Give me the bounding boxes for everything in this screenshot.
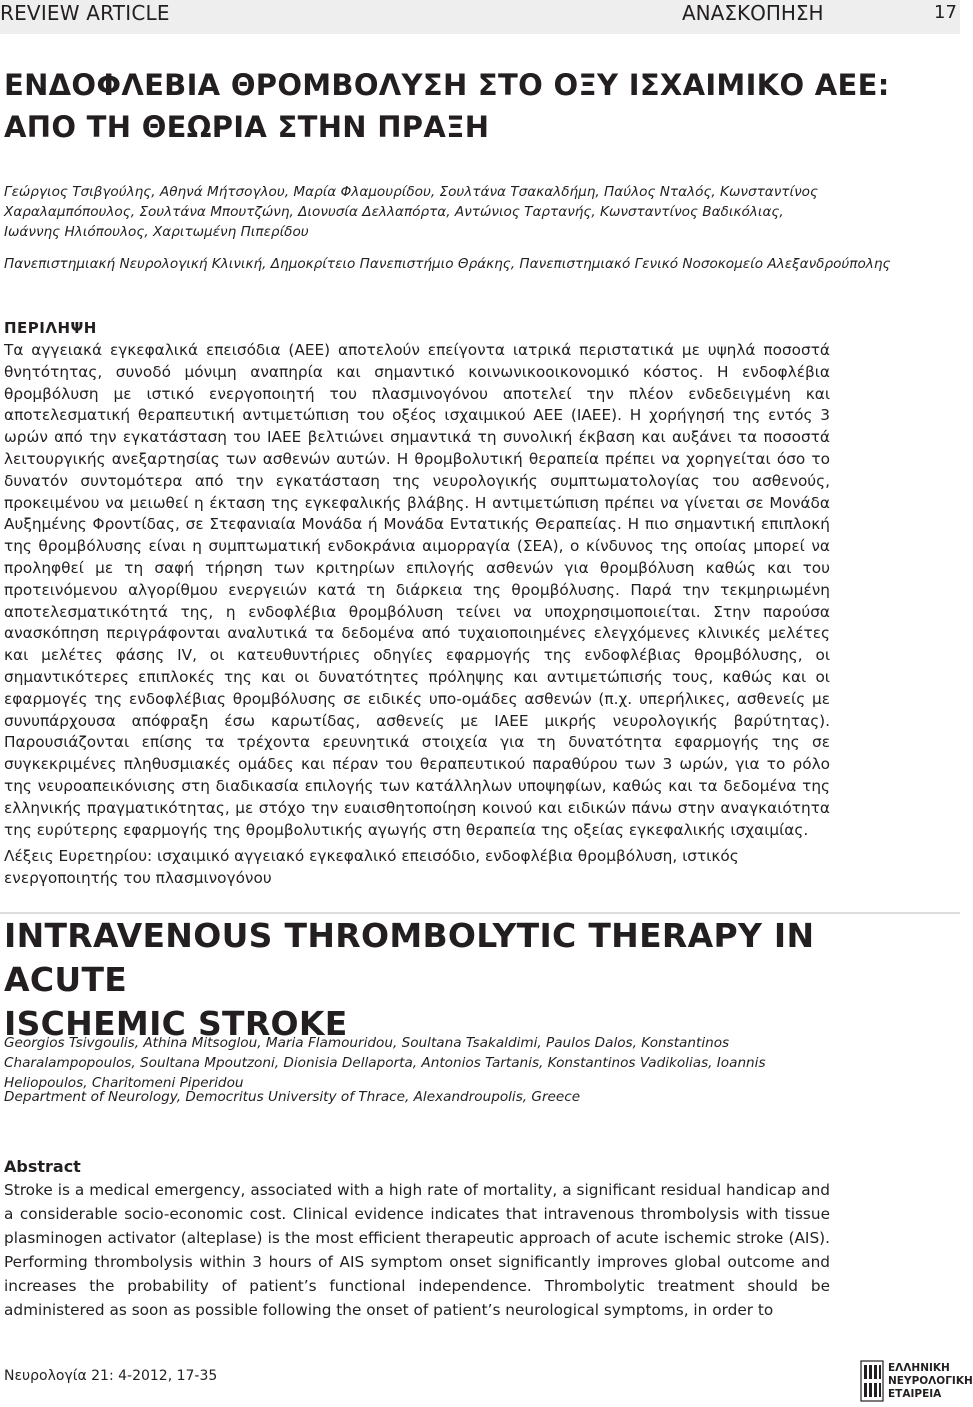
greek-abstract-text: Τα αγγειακά εγκεφαλικά επεισόδια (ΑΕΕ) αποτελούν επείγοντα ιατρικά περιστατικά με υψηλά ποσοστά θνητότητας, συνοδό μόνιμη αναπηρία και σημαντικό κοινωνικοοικονομικό κόστος. Η ενδοφλέβια θρομβόλυση με ιστικό ενεργοποιητή του πλασμινογόνου αποτελεί την πλέον ενδεδειγμένη και αποτελεσματική θεραπευτική αντιμετώπιση του οξέος ισχαιμικού ΑΕΕ (ΙΑΕΕ). Η χορήγησή της εντός 3 ωρών από την εγκατάσταση του ΙΑΕΕ βελτιώνει σημαντικά τη συνολική έκβαση και αυξάνει τα ποσοστά λειτουργικής ανεξαρτησίας των ασθενών αυτών. Η θρομβολυτική θεραπεία πρέπει να χορηγείται όσο το δυνατόν συντομότερα από την εγκατάσταση της νευρολογικής συμπτωματολογίας του ασθενούς, προκειμένου να μειωθεί η έκταση της εγκεφαλικής βλάβης. Η αντιμετώπιση πρέπει να γίνεται σε Μονάδα Αυξημένης Φροντίδας, σε Στεφανιαία Μονάδα ή Μονάδα Εντατικής Θεραπείας. Η πιο σημαντική επιπλοκή της θρομβόλυσης είναι η συμπτωματική ενδοκράνια αιμορραγία (ΣΕΑ), ο κίνδυνος της οποίας μπορεί να προληφθεί με τη σαφή τήρηση των κριτηρίων επιλογής ασθενών για θρομβόλυση καθώς και του προτεινόμενου αλγορίθμου ενεργειών κατά τη διάρκεια της θρομβόλυσης. Παρά την τεκμηριωμένη αποτελεσματικότητά της, η ενδοφλέβια θρομβόλυση τείνει να υποχρησιμοποιείται. Στην παρούσα ανασκόπηση περιγράφονται αναλυτικά τα δεδομένα από τυχαιοποιημένες ελεγχόμενες κλινικές μελέτες και μελέτες φάσης IV, οι κατευθυντήριες οδηγίες εφαρμογής της ενδοφλέβιας θρομβόλυσης, οι σημαντικότερες επιπλοκές της και οι δυνατότητες πρόληψης και αντιμετώπισής τους, καθώς και οι εφαρμογές της ενδοφλέβιας θρομβόλυσης σε ειδικές υπο-ομάδες ασθενών (π.χ. υπερήλικες, ασθενείς με συνυπάρχουσα απόφραξη έσω καρωτίδας, ασθενείς με ΙΑΕΕ μικρής νευρολογικής βαρύτητας). Παρουσιάζονται επίσης τα τρέχοντα ερευνητικά στοιχεία για τη δυνατότητα εφαρμογής της σε συγκεκριμένες πληθυσμιακές ομάδες και πέραν του θεραπευτικού παραθύρου των 3 ωρών, για το ρόλο της νευροαπεικόνισης στη διαδικασία επιλογής των κατάλληλων υποψηφίων, καθώς και τα δεδομένα της ελληνικής πραγματικότητας, με στόχο την ευαισθητοποίηση κοινού και ειδικών πάνω στην αναγκαιότητα της ευρύτερης εφαρμογής της θρομβολυτικής αγωγής στη θεραπεία της οξείας εγκεφαλικής ισχαιμίας. xyxy=(4,341,830,839)
greek-title-line1: ΕΝΔΟΦΛΕΒΙΑ ΘΡΟΜΒΟΛΥΣΗ ΣΤΟ ΟΞΥ ΙΣΧΑΙΜΙΚΟ ΑΕΕ: xyxy=(4,68,890,102)
journal-citation: Νευρολογία 21: 4-2012, 17-35 xyxy=(4,1368,218,1384)
english-affiliation: Department of Neurology, Democritus University of Thrace, Alexandroupolis, Greece xyxy=(4,1089,581,1105)
society-name-line2: ΝΕΥΡΟΛΟΓΙΚΗ xyxy=(888,1375,973,1387)
english-title xyxy=(4,914,904,1046)
english-title-line1: INTRAVENOUS THROMBOLYTIC THERAPY IN ACUTE xyxy=(4,916,815,999)
english-abstract-text: Stroke is a medical emergency, associated with a high rate of mortality, a significant residual handicap and a considerable socio-economic cost. Clinical evidence indicates that intravenous thrombolysis with tissue plasminogen activator (alteplase) is the most efficient therapeutic approach of acute ischemic stroke (AIS). Performing thrombolysis within 3 hours of AIS symptom onset significantly improves global outcome and increases the probability of patient’s functional independence. Thrombolytic treatment should be administered as soon as possible following the onset of patient’s neurological symptoms, in order to xyxy=(4,1181,830,1319)
society-logo-icon xyxy=(860,1360,884,1402)
article-type-label-greek: ΑΝΑΣΚΟΠΗΣΗ xyxy=(682,1,824,25)
greek-authors: Γεώργιος Τσιβγούλης, Αθηνά Μήτσογλου, Μαρία Φλαμουρίδου, Σουλτάνα Τσακαλδήμη, Παύλος Νταλός, Κωνσταντίνος Χαραλαμπόπουλος, Σουλτάνα Μπουτζώνη, Διονυσία Δελλαπόρτα, Αντώνιος Ταρτανής, Κωνσταντίνος Βαδικόλιας, Ιωάννης Ηλιόπουλος, Χαριτωμένη Πιπερίδου xyxy=(4,184,818,240)
greek-title-line2: ΑΠΟ ΤΗ ΘΕΩΡΙΑ ΣΤΗΝ ΠΡΑΞΗ xyxy=(4,110,490,144)
society-name xyxy=(888,1362,973,1401)
society-name-line1: ΕΛΛΗΝΙΚΗ xyxy=(888,1362,950,1374)
greek-title xyxy=(4,64,944,148)
society-name-line3: ΕΤΑΙΡΕΙΑ xyxy=(888,1388,942,1400)
english-abstract-heading: Abstract xyxy=(4,1157,81,1176)
page-number: 17 xyxy=(934,2,957,23)
english-authors: Georgios Tsivgoulis, Athina Mitsoglou, Maria Flamouridou, Soultana Tsakaldimi, Paulos Dalos, Konstantinos Charalampopoulos, Soultana Mpoutzoni, Dionisia Dellaporta, Antonios Tartanis, Konstantinos Vadikolias, Ioannis Heliopoulos, Charitomeni Piperidou xyxy=(4,1035,766,1091)
greek-abstract-heading: ΠΕΡΙΛΗΨΗ xyxy=(4,319,97,337)
article-type-label: REVIEW ARTICLE xyxy=(0,1,170,25)
greek-affiliation: Πανεπιστημιακή Νευρολογική Κλινική, Δημοκρίτειο Πανεπιστήμιο Θράκης, Πανεπιστημιακό Γενικό Νοσοκομείο Αλεξανδρούπολης xyxy=(4,256,891,272)
english-title-line2: ISCHEMIC STROKE xyxy=(4,1004,348,1043)
greek-keywords: Λέξεις Ευρετηρίου: ισχαιμικό αγγειακό εγκεφαλικό επεισόδιο, ενδοφλέβια θρομβόλυση, ιστικός ενεργοποιητής του πλασμινογόνου xyxy=(4,847,739,887)
society-logo xyxy=(860,1360,973,1402)
